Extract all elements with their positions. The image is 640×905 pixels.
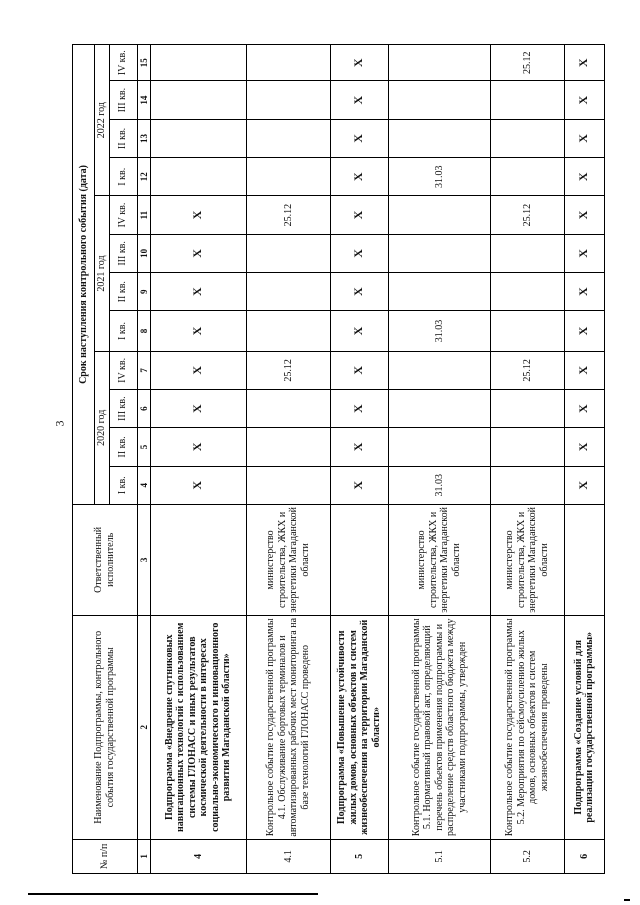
column-number: 1 [137,839,150,873]
quarter-cell: X [564,428,604,466]
quarter-cell [150,45,246,81]
page-number: 3 [52,420,67,427]
quarter-cell: X [330,428,388,466]
column-number: 12 [137,158,150,196]
header-num: № п/п [73,839,138,873]
quarter-cell: X [564,466,604,504]
header-year-2022: 2022 год [95,45,110,196]
quarter-cell: X [330,311,388,351]
quarter-cell: 25.12 [490,196,564,234]
quarter-cell [388,389,490,427]
quarter-cell [490,234,564,272]
quarter-cell: X [564,273,604,311]
row-number: 5.2 [490,839,564,873]
table-row [490,45,564,874]
quarter-cell: X [564,119,604,157]
header-q4: IV кв. [109,196,137,234]
header-q3: III кв. [109,389,137,427]
quarter-cell: X [564,311,604,351]
quarter-cell [246,428,330,466]
rotated-table-container [72,44,596,874]
row-number: 5 [330,839,388,873]
row-number: 6 [564,839,604,873]
row-name: Подпрограмма «Внедрение спутниковых навигационных технологий с использованием системы ГЛОНАСС и иных результатов космической деятельности в интересах социально-экономического и инновационного развития Магаданской области» [150,615,246,839]
quarter-cell: X [330,273,388,311]
quarter-cell: X [330,351,388,389]
quarter-cell [246,466,330,504]
quarter-cell [246,311,330,351]
row-name: Подпрограмма «Создание условий для реализации государственной программы» [564,615,604,839]
row-name: Контрольное событие государственной программы 5.2. Мероприятия по сейсмоусилению жилых домов, основных объектов и систем жизнеобеспечения проведены [490,615,564,839]
quarter-cell [490,119,564,157]
quarter-cell [388,428,490,466]
quarter-cell: 31.03 [388,466,490,504]
row-number: 4 [150,839,246,873]
quarter-cell: X [330,196,388,234]
column-number: 4 [137,466,150,504]
quarter-cell: X [330,45,388,81]
quarter-cell: X [330,119,388,157]
quarter-cell: X [150,311,246,351]
quarter-cell: 25.12 [490,351,564,389]
scan-mark [624,899,630,901]
quarter-cell: 31.03 [388,311,490,351]
quarter-cell [490,81,564,119]
quarter-cell: X [564,45,604,81]
quarter-cell [150,119,246,157]
quarter-cell [246,81,330,119]
quarter-cell: X [564,81,604,119]
header-year-2020: 2020 год [95,351,110,504]
quarter-cell: X [150,389,246,427]
control-events-table [72,44,605,874]
row-name: Подпрограмма «Повышение устойчивости жилых домов, основных объектов и систем жизнеобеспечения на территории Магаданской области» [330,615,388,839]
quarter-cell: 31.03 [388,158,490,196]
table-row [330,45,388,874]
header-year-2021: 2021 год [95,196,110,351]
row-number: 4.1 [246,839,330,873]
column-number: 10 [137,234,150,272]
header-deadline: Срок наступления контрольного события (дата) [73,45,95,505]
header-q1: I кв. [109,466,137,504]
table-row [564,45,604,874]
quarter-cell [388,119,490,157]
column-number: 5 [137,428,150,466]
bottom-rule [28,893,318,895]
column-number: 14 [137,81,150,119]
quarter-cell: X [150,273,246,311]
row-responsible [330,504,388,615]
header-name: Наименование Подпрограммы, контрольного события государственной программы [73,615,138,839]
quarter-cell: X [330,389,388,427]
quarter-cell [388,81,490,119]
column-number: 2 [137,615,150,839]
quarter-cell: X [330,81,388,119]
quarter-cell [490,158,564,196]
quarter-cell [490,389,564,427]
quarter-cell [246,158,330,196]
quarter-cell: X [150,351,246,389]
row-name: Контрольное событие государственной программы 5.1. Нормативный правовой акт, определяющий перечень объектов применения подпрограммы и распределение средств областного бюджета между участниками подпрограммы, утвержден [388,615,490,839]
row-responsible: министерство строительства, ЖКХ и энергетики Магаданской области [246,504,330,615]
table-row [388,45,490,874]
header-q4: IV кв. [109,45,137,81]
header-q2: II кв. [109,273,137,311]
row-name: Контрольное событие государственной программы 4.1. Обслуживание бортовых терминалов и автоматизированных рабочих мест мониторинга на базе технологий ГЛОНАСС проведено [246,615,330,839]
row-responsible [564,504,604,615]
column-number: 8 [137,311,150,351]
column-number: 7 [137,351,150,389]
row-number: 5.1 [388,839,490,873]
quarter-cell: X [330,158,388,196]
quarter-cell [490,466,564,504]
quarter-cell [490,311,564,351]
quarter-cell: X [330,234,388,272]
quarter-cell: X [564,234,604,272]
column-number: 11 [137,196,150,234]
row-responsible: министерство строительства, ЖКХ и энергетики Магаданской области [490,504,564,615]
quarter-cell [246,234,330,272]
quarter-cell: X [150,428,246,466]
quarter-cell [150,158,246,196]
quarter-cell [490,273,564,311]
quarter-cell [388,196,490,234]
quarter-cell [388,351,490,389]
row-responsible: министерство строительства, ЖКХ и энергетики Магаданской области [388,504,490,615]
header-q3: III кв. [109,81,137,119]
quarter-cell [246,389,330,427]
quarter-cell: X [150,196,246,234]
header-q2: II кв. [109,428,137,466]
quarter-cell: X [564,389,604,427]
header-q2: II кв. [109,119,137,157]
column-number: 6 [137,389,150,427]
column-number: 9 [137,273,150,311]
quarter-cell: X [150,234,246,272]
column-number: 15 [137,45,150,81]
quarter-cell: X [564,351,604,389]
quarter-cell [388,273,490,311]
column-number: 13 [137,119,150,157]
quarter-cell [388,234,490,272]
header-q1: I кв. [109,158,137,196]
quarter-cell [246,45,330,81]
quarter-cell: 25.12 [246,196,330,234]
header-q3: III кв. [109,234,137,272]
quarter-cell [150,81,246,119]
table-row [150,45,246,874]
row-responsible [150,504,246,615]
quarter-cell [490,428,564,466]
quarter-cell: 25.12 [490,45,564,81]
quarter-cell: X [330,466,388,504]
quarter-cell [246,273,330,311]
header-responsible: Ответственный исполнитель [73,504,138,615]
column-number: 3 [137,504,150,615]
quarter-cell [388,45,490,81]
header-q1: I кв. [109,311,137,351]
quarter-cell: X [564,196,604,234]
quarter-cell [246,119,330,157]
quarter-cell: 25.12 [246,351,330,389]
table-row [246,45,330,874]
quarter-cell: X [150,466,246,504]
quarter-cell: X [564,158,604,196]
header-q4: IV кв. [109,351,137,389]
